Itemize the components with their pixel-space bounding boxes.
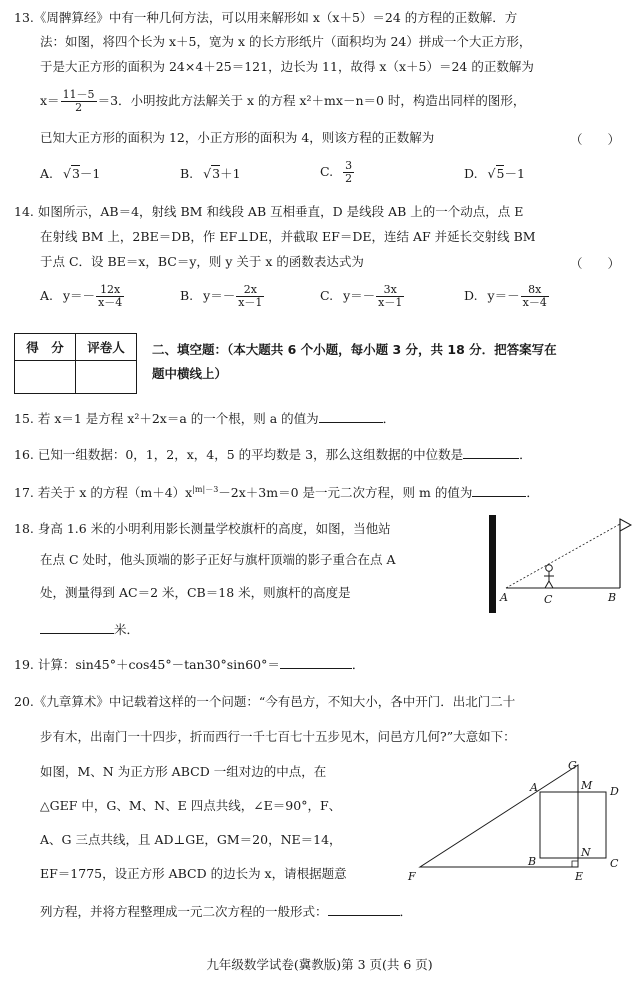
q16-stem: 16. 已知一组数据：0，1，2，x，4，5 的平均数是 3，那么这组数据的中位数是: [14, 447, 464, 462]
score-header: 得 分: [15, 334, 76, 361]
point-g-label: G: [568, 759, 577, 772]
q13-line-4-text: ．小明按此方法解关于 x 的方程 x²＋mx－n＝0 时，构造出同样的图形，: [118, 93, 526, 108]
point-a-label: A: [530, 781, 538, 794]
flag-icon: [620, 519, 631, 531]
q13-frac-num: 11－5: [62, 88, 95, 101]
q13-answer-paren[interactable]: （ ）: [570, 132, 621, 147]
q17-answer-blank[interactable]: [472, 484, 526, 497]
sqrt-radicand: 3: [71, 166, 80, 181]
q14-line-3: 于点 C．设 BE＝x，BC＝y，则 y 关于 x 的函数表达式为: [40, 254, 364, 269]
square-abcd: [540, 792, 606, 858]
page-edge-bar: [489, 515, 496, 613]
score-cell[interactable]: [15, 361, 76, 394]
q18-figure: [486, 515, 632, 615]
q13-line-1: 13.《周髀算经》中有一种几何方法，可以用来解形如 x（x＋5）＝24 的方程的正数解．方: [14, 10, 518, 25]
frac-den: x－4: [98, 296, 123, 309]
q20-line-7: 列方程，并将方程整理成一元二次方程的一般形式： ．: [40, 904, 413, 919]
point-a-label: A: [500, 591, 508, 604]
q13-choice-a[interactable]: A. √3－1: [40, 166, 101, 181]
choice-fraction: [236, 284, 264, 309]
point-m-label: M: [581, 779, 593, 792]
point-n-label: N: [581, 846, 591, 859]
q15-stem: 15. 若 x＝1 是方程 x²＋2x＝a 的一个根，则 a 的值为: [14, 411, 319, 426]
q20-line-7-text: 列方程，并将方程整理成一元二次方程的一般形式：: [40, 904, 328, 919]
q19-text: 19. 计算：sin45°＋cos45°－tan30°sin60°＝ ．: [14, 657, 365, 672]
choice-tail: －1: [79, 166, 101, 181]
person-icon: [544, 565, 554, 588]
right-angle-mark: [572, 861, 578, 867]
choice-letter: C.: [320, 164, 334, 179]
choice-letter: D.: [464, 288, 478, 303]
point-c-label: C: [544, 593, 553, 606]
q18-line-3: 处，测量得到 AC＝2 米，CB＝18 米，则旗杆的高度是: [40, 585, 351, 600]
q20-line-6: EF＝1775，设正方形 ABCD 的边长为 x，请根据题意: [40, 866, 347, 881]
point-d-label: D: [610, 785, 619, 798]
frac-num: 3: [345, 159, 353, 172]
q13-fraction: [61, 89, 97, 114]
q20-line-4: △GEF 中，G、M、N、E 四点共线，∠E＝90°，F、: [40, 798, 342, 813]
choice-tail: －1: [504, 166, 525, 181]
q16-answer-blank[interactable]: [463, 446, 519, 459]
choice-letter: D.: [464, 166, 478, 181]
choice-prefix: y＝－: [343, 288, 376, 303]
q13-formula-suffix: ＝3: [97, 93, 119, 108]
point-e-label: E: [575, 870, 584, 883]
choice-prefix: y＝－: [203, 288, 236, 303]
frac-num: 8x: [521, 284, 549, 297]
frac-num: 3x: [376, 284, 404, 297]
sqrt-radicand: 5: [496, 166, 505, 181]
q13-line-4: [40, 86, 525, 116]
q16-text: 16. 已知一组数据：0，1，2，x，4，5 的平均数是 3，那么这组数据的中位数是 ．: [14, 447, 532, 462]
point-c-label: C: [610, 857, 619, 870]
q14-choice-d[interactable]: [464, 284, 550, 309]
q17-stem-post: －2x＋3m＝0 是一元二次方程，则 m 的值为: [218, 485, 473, 501]
choice-fraction: [521, 284, 549, 309]
q13-line-5: 已知大正方形的面积为 12，小正方形的面积为 4，则该方程的正数解为: [40, 130, 435, 145]
choice-letter: B.: [180, 288, 194, 303]
page-footer: 九年级数学试卷(冀教版)第 3 页(共 6 页): [206, 957, 433, 972]
q17-exponent: |m|－3: [192, 485, 219, 494]
q19-answer-blank[interactable]: [280, 656, 352, 669]
point-b-label: B: [528, 855, 537, 868]
q18-unit: 米．: [114, 622, 140, 637]
choice-fraction: [96, 284, 124, 309]
q14-choice-a[interactable]: [40, 284, 125, 309]
q20-line-5: A、G 三点共线，且 AD⊥GE，GM＝20，NE＝14，: [40, 832, 342, 847]
choice-fraction: [376, 284, 404, 309]
q20-figure: [400, 755, 636, 885]
choice-tail: ＋1: [220, 166, 241, 181]
score-table: [14, 333, 137, 394]
choice-letter: C.: [320, 288, 334, 303]
q13-line-2: 法：如图，将四个长为 x＋5，宽为 x 的长方形纸片（面积均为 24）拼成一个大正方形，: [40, 34, 532, 49]
choice-letter: A.: [40, 166, 54, 181]
frac-num: 12x: [96, 284, 124, 297]
q13-line-3: 于是大正方形的面积为 24×4＋25＝121，边长为 11，故得 x（x＋5）＝24 的正数解为: [40, 59, 534, 74]
section2-title-cont: 题中横线上）: [152, 366, 228, 381]
q20-answer-blank[interactable]: [328, 903, 400, 916]
choice-prefix: y＝－: [63, 288, 96, 303]
frac-den: x－1: [238, 296, 263, 309]
frac-den: 2: [345, 172, 353, 185]
q13-choice-c[interactable]: [320, 160, 355, 185]
q18-line-1: 18. 身高 1.6 米的小明利用影长测量学校旗杆的高度，如图，当他站: [14, 521, 391, 536]
sqrt-radicand: 3: [212, 166, 221, 181]
q20-line-1: 20.《九章算术》中记载着这样的一个问题：“今有邑方，不知大小，各中开门．出北门二十: [14, 694, 516, 709]
frac-num: 2x: [236, 284, 264, 297]
q14-choice-c[interactable]: [320, 284, 405, 309]
point-f-label: F: [408, 870, 416, 883]
q20-line-2: 步有木，出南门一十四步，折而西行一千七百七十五步见木，问邑方几何?”大意如下：: [40, 729, 516, 744]
section2-title: 二、填空题：（本大题共 6 个小题，每小题 3 分，共 18 分．把答案写在: [152, 342, 557, 357]
point-b-label: B: [608, 591, 617, 604]
frac-den: x－1: [378, 296, 403, 309]
choice-prefix: y＝－: [487, 288, 520, 303]
q13-choice-d[interactable]: D. √5－1: [464, 166, 525, 181]
q13-frac-den: 2: [75, 101, 83, 114]
grader-header: 评卷人: [76, 334, 137, 361]
frac-den: x－4: [522, 296, 547, 309]
q13-choice-b[interactable]: B. √3＋1: [180, 166, 241, 181]
q17-stem-pre: 17. 若关于 x 的方程（m＋4）x: [14, 485, 193, 501]
q18-line-4: [40, 621, 139, 638]
triangle-gef: [420, 765, 578, 867]
q14-choice-b[interactable]: [180, 284, 265, 309]
q17-text: 17. 若关于 x 的方程$(m+4)x^{|m|-3}-2x+3m=0$ 是一元二次方程，则 m 的值为 ．: [14, 485, 539, 501]
q18-line-2: 在点 C 处时，他头顶端的影子正好与旗杆顶端的影子重合在点 A: [40, 552, 396, 567]
q13-formula-prefix: x＝: [40, 93, 60, 108]
q15-text: 15. 若 x＝1 是方程 x²＋2x＝a 的一个根，则 a 的值为 ．: [14, 411, 396, 426]
choice-fraction: [343, 160, 354, 185]
q14-line-2: 在射线 BM 上，2BE＝DB，作 EF⊥DE，并截取 EF＝DE，连结 AF 并延长交射线 BM: [40, 229, 536, 244]
q14-line-1: 14. 如图所示，AB＝4，射线 BM 和线段 AB 互相垂直，D 是线段 AB 上的一个动点，点 E: [14, 204, 524, 219]
q20-line-3: 如图，M、N 为正方形 ABCD 一组对边的中点，在: [40, 764, 327, 779]
q19-stem: 19. 计算：sin45°＋cos45°－tan30°sin60°＝: [14, 657, 280, 672]
shadow-ray: [506, 524, 620, 588]
choice-letter: A.: [40, 288, 54, 303]
choice-letter: B.: [180, 166, 194, 181]
q18-answer-blank[interactable]: [40, 621, 114, 634]
q15-answer-blank[interactable]: [319, 410, 383, 423]
q14-answer-paren[interactable]: （ ）: [570, 256, 621, 271]
grader-cell[interactable]: [76, 361, 137, 394]
